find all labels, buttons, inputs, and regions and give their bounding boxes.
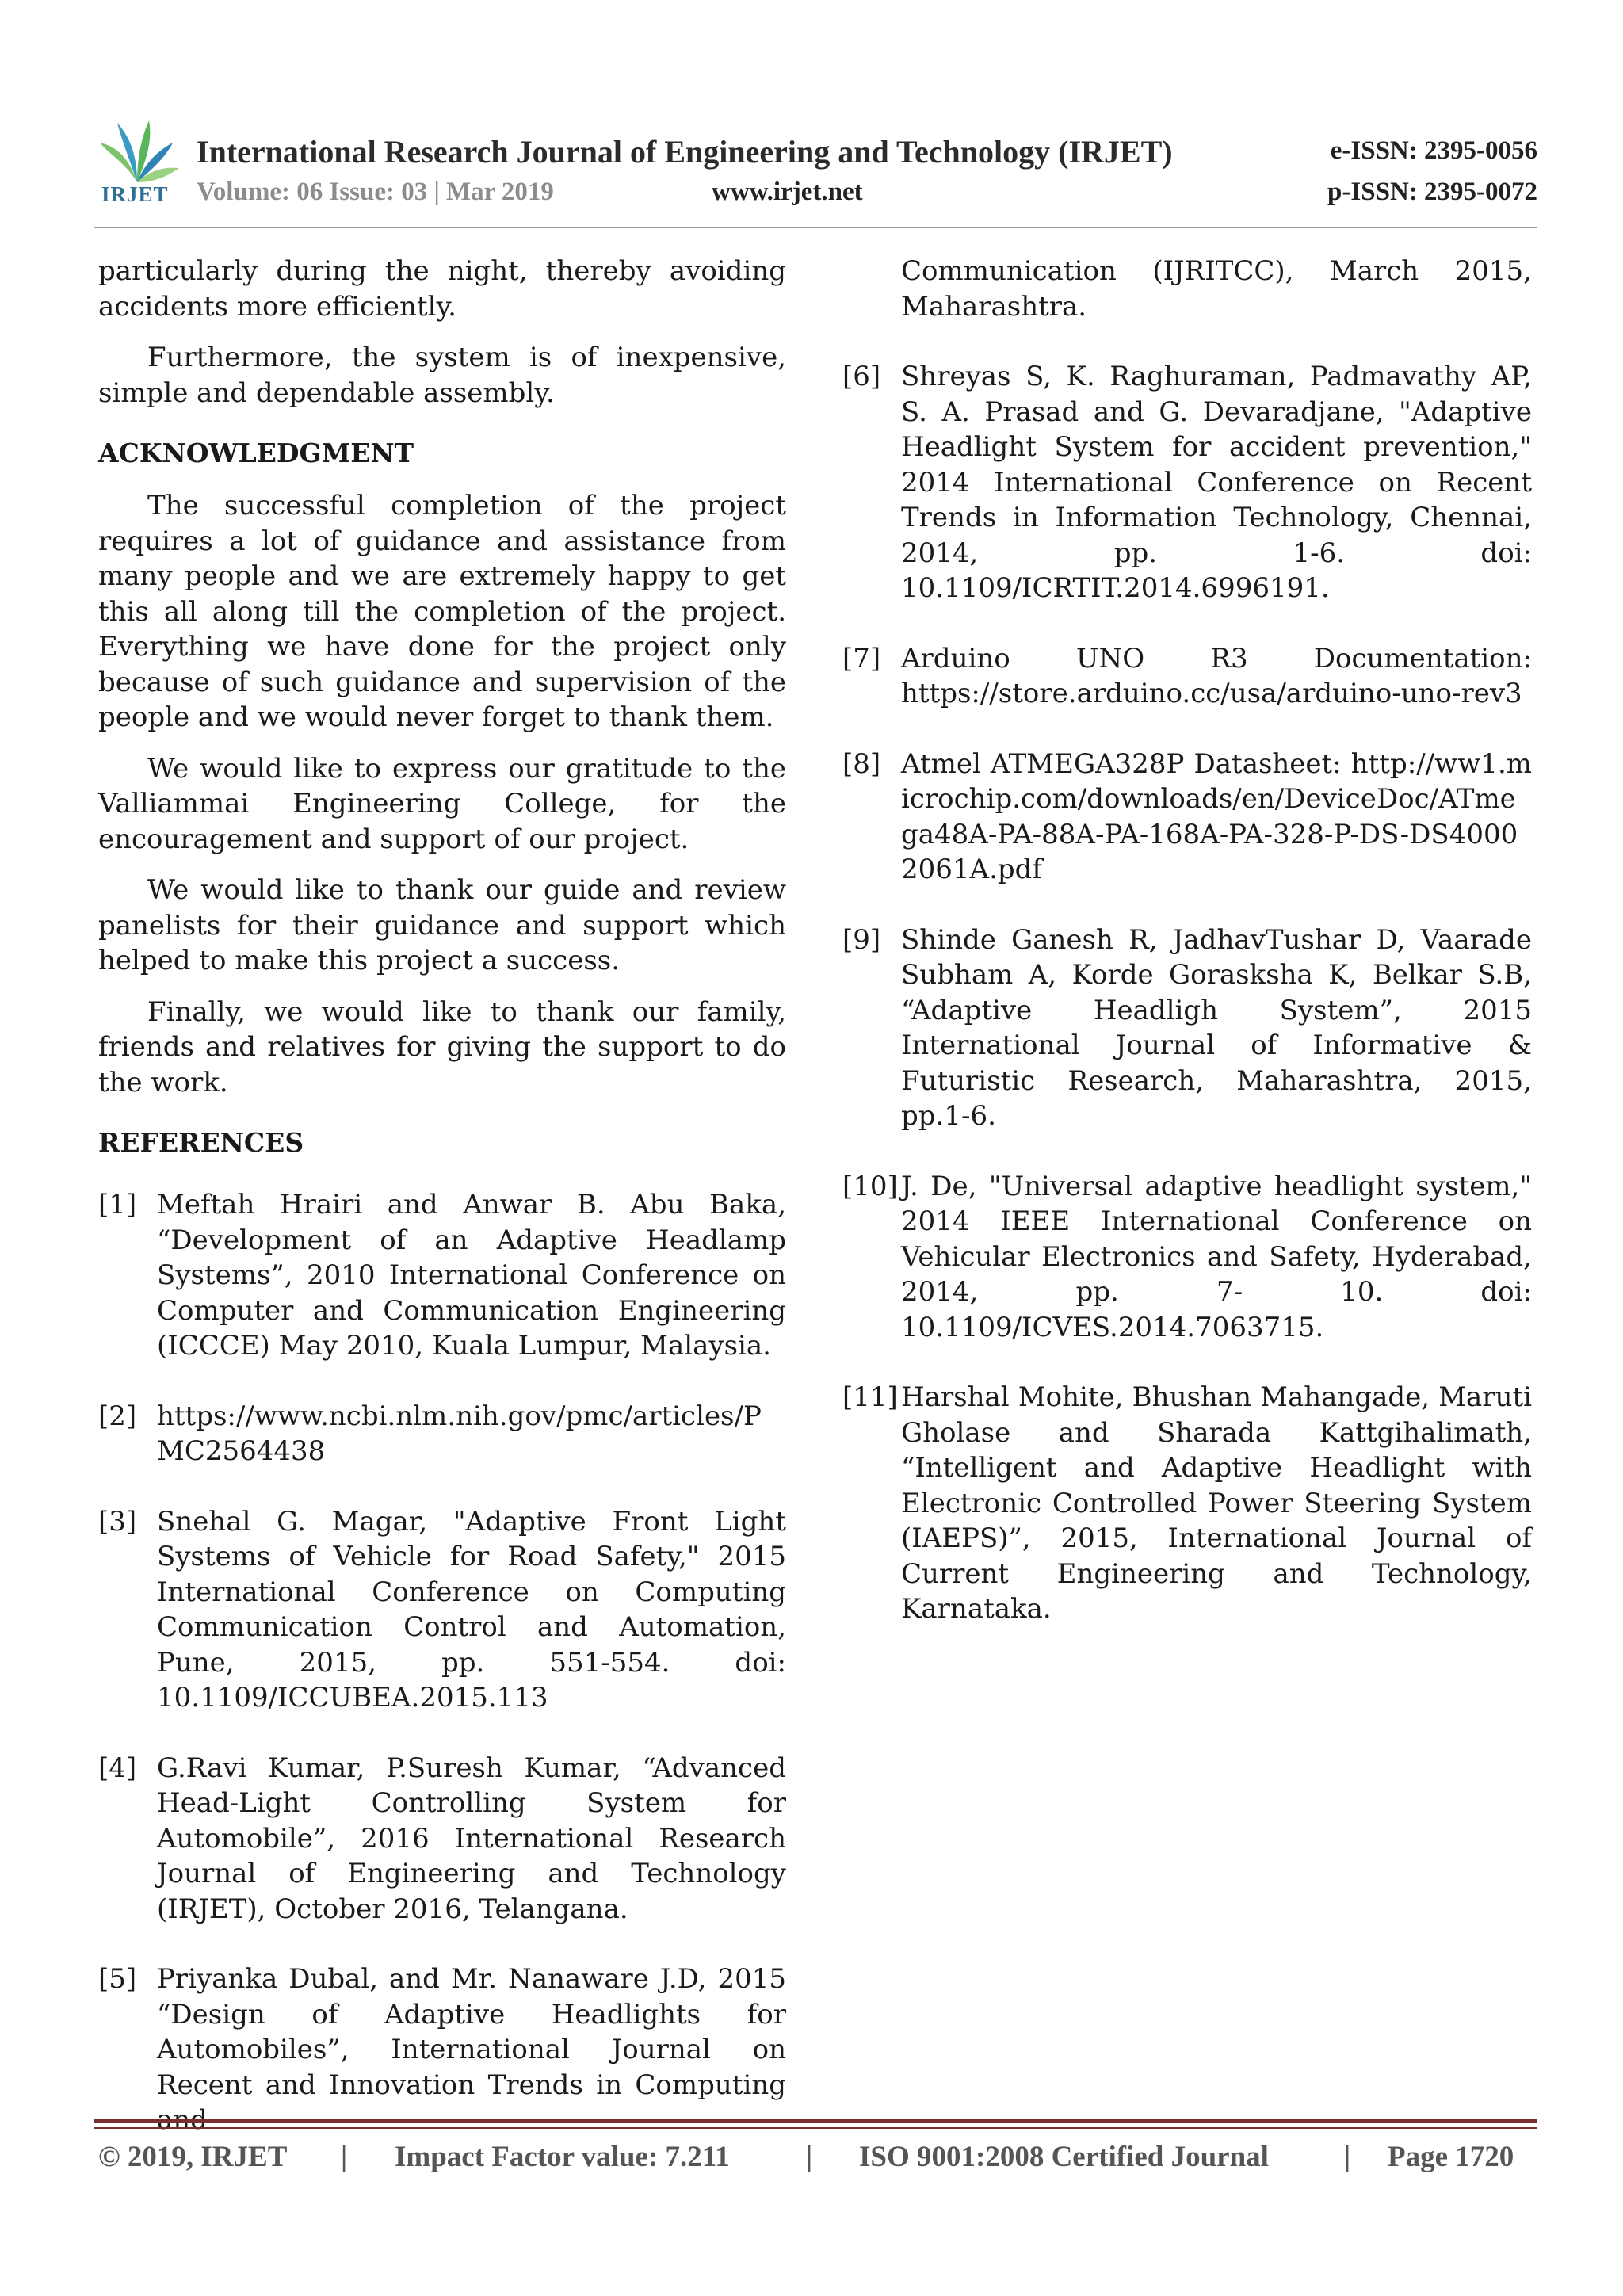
left-column xyxy=(98,254,786,2138)
acknowledgment-paragraph: We would like to thank our guide and review panelists for their guidance and support which helped to make this project a success. xyxy=(98,874,786,976)
reference-number: [7] xyxy=(842,642,881,674)
reference-item xyxy=(98,1187,786,1364)
reference-text: Meftah Hrairi and Anwar B. Abu Baka, “Development of an Adaptive Headlamp Systems”, 2010 International Conference on Computer and Communication Engineering (ICCCE) May 2010, Kuala Lumpur, Malaysia. xyxy=(157,1189,786,1362)
reference-text: Harshal Mohite, Bhushan Mahangade, Maruti Gholase and Sharada Kattgihalimath, “Intelligent and Adaptive Headlight with Electronic Controlled Power Steering System (IAEPS)”, 2015, International Journal of Current Engineering and Technology, Karnataka. xyxy=(901,1381,1532,1625)
reference-link[interactable]: https://www.ncbi.nlm.nih.gov/pmc/articles/PMC2564438 xyxy=(157,1400,762,1467)
footer-impact-factor: Impact Factor value: 7.211 xyxy=(395,2141,730,2173)
logo-text: IRJET xyxy=(101,182,169,206)
reference-item-continued xyxy=(842,254,1532,324)
footer-copyright: © 2019, IRJET xyxy=(98,2141,288,2173)
acknowledgment-paragraph: We would like to express our gratitude to the Valliammai Engineering College, for the encouragement and support of our project. xyxy=(98,752,786,855)
header-divider xyxy=(94,227,1537,228)
footer-divider-thin xyxy=(94,2127,1537,2129)
right-column xyxy=(842,254,1532,1627)
journal-title: International Research Journal of Engineering and Technology (IRJET) xyxy=(197,134,1173,170)
e-issn: e-ISSN: 2395-0056 xyxy=(1330,136,1537,165)
reference-item xyxy=(842,747,1532,888)
reference-number: [2] xyxy=(98,1400,137,1432)
volume-issue: Volume: 06 Issue: 03 | Mar 2019 xyxy=(197,178,554,206)
footer-separator: | xyxy=(806,2141,813,2173)
reference-text: J. De, "Universal adaptive headlight system," 2014 IEEE International Conference on Vehicular Electronics and Safety, Hyderabad, 2014, pp. 7- 10. doi: 10.1109/ICVES.2014.7063715. xyxy=(901,1170,1532,1343)
reference-item xyxy=(842,359,1532,606)
footer-page-number: Page 1720 xyxy=(1388,2141,1514,2173)
page-footer xyxy=(98,2140,1533,2187)
reference-number: [11] xyxy=(842,1381,898,1413)
reference-text[interactable]: Atmel ATMEGA328P Datasheet: http://ww1.microchip.com/downloads/en/DeviceDoc/ATmega48A-PA-88A-PA-168A-PA-328-P-DS-DS40002061A.pdf xyxy=(901,747,1532,885)
reference-text: Communication (IJRITCC), March 2015, Maharashtra. xyxy=(901,255,1532,323)
footer-iso: ISO 9001:2008 Certified Journal xyxy=(859,2141,1269,2173)
footer-separator: | xyxy=(1344,2141,1351,2173)
reference-item xyxy=(98,1504,786,1716)
reference-text: G.Ravi Kumar, P.Suresh Kumar, “Advanced Head-Light Controlling System for Automobile”, 2016 International Research Journal of Engineering and Technology (IRJET), October 2016, Telangana. xyxy=(157,1752,786,1925)
footer-separator: | xyxy=(341,2141,348,2173)
reference-text: Shinde Ganesh R, JadhavTushar D, Vaarade Subham A, Korde Gorasksha K, Belkar S.B, “Adaptive Headligh System”, 2015 International Journal of Informative & Futuristic Research, Maharashtra, 2015, pp.1-6. xyxy=(901,923,1532,1132)
reference-number xyxy=(842,254,901,324)
reference-item xyxy=(842,923,1532,1134)
reference-number: [6] xyxy=(842,361,881,392)
reference-item xyxy=(98,1751,786,1927)
reference-number: [10] xyxy=(842,1170,898,1202)
page-header xyxy=(94,119,1537,230)
leaf-logo-icon xyxy=(94,119,181,190)
acknowledgment-heading: ACKNOWLEDGMENT xyxy=(98,437,414,468)
p-issn: p-ISSN: 2395-0072 xyxy=(1327,178,1537,206)
reference-number: [8] xyxy=(842,747,881,780)
reference-text[interactable]: Arduino UNO R3 Documentation: https://store.arduino.cc/usa/arduino-uno-rev3 xyxy=(901,642,1532,709)
reference-item xyxy=(842,641,1532,712)
reference-number: [9] xyxy=(842,923,881,956)
references-heading: REFERENCES xyxy=(98,1127,304,1158)
reference-number: [1] xyxy=(98,1189,137,1221)
reference-item xyxy=(98,1399,786,1469)
footer-divider xyxy=(94,2119,1537,2123)
irjet-logo xyxy=(94,119,181,214)
reference-item xyxy=(842,1380,1532,1627)
body-paragraph: particularly during the night, thereby avoiding accidents more efficiently. xyxy=(98,255,786,323)
body-paragraph: Furthermore, the system is of inexpensive, simple and dependable assembly. xyxy=(98,342,786,409)
reference-item xyxy=(842,1169,1532,1346)
reference-item xyxy=(98,1962,786,2138)
acknowledgment-paragraph: The successful completion of the project requires a lot of guidance and assistance from many people and we are extremely happy to get this all along till the completion of the project. Everything we have done for the project only because of such guidance and supervision of the people and we would never forget to thank them. xyxy=(98,490,786,733)
reference-number: [3] xyxy=(98,1505,137,1538)
reference-number: [5] xyxy=(98,1963,137,1995)
journal-website: www.irjet.net xyxy=(712,178,863,206)
reference-text: Snehal G. Magar, "Adaptive Front Light Systems of Vehicle for Road Safety," 2015 International Conference on Computing Communication Control and Automation, Pune, 2015, pp. 551-554. doi: 10.1109/ICCUBEA.2015.113 xyxy=(157,1505,786,1713)
acknowledgment-paragraph: Finally, we would like to thank our family, friends and relatives for giving the support to do the work. xyxy=(98,995,786,1098)
reference-text: Priyanka Dubal, and Mr. Nanaware J.D, 2015 “Design of Adaptive Headlights for Automobiles”, International Journal on Recent and Innovation Trends in Computing and xyxy=(157,1963,786,2136)
reference-number: [4] xyxy=(98,1752,137,1784)
reference-text: Shreyas S, K. Raghuraman, Padmavathy AP, S. A. Prasad and G. Devaradjane, "Adaptive Headlight System for accident prevention," 2014 International Conference on Recent Trends in Information Technology, Chennai, 2014, pp. 1-6. doi: 10.1109/ICRTIT.2014.6996191. xyxy=(901,361,1532,604)
